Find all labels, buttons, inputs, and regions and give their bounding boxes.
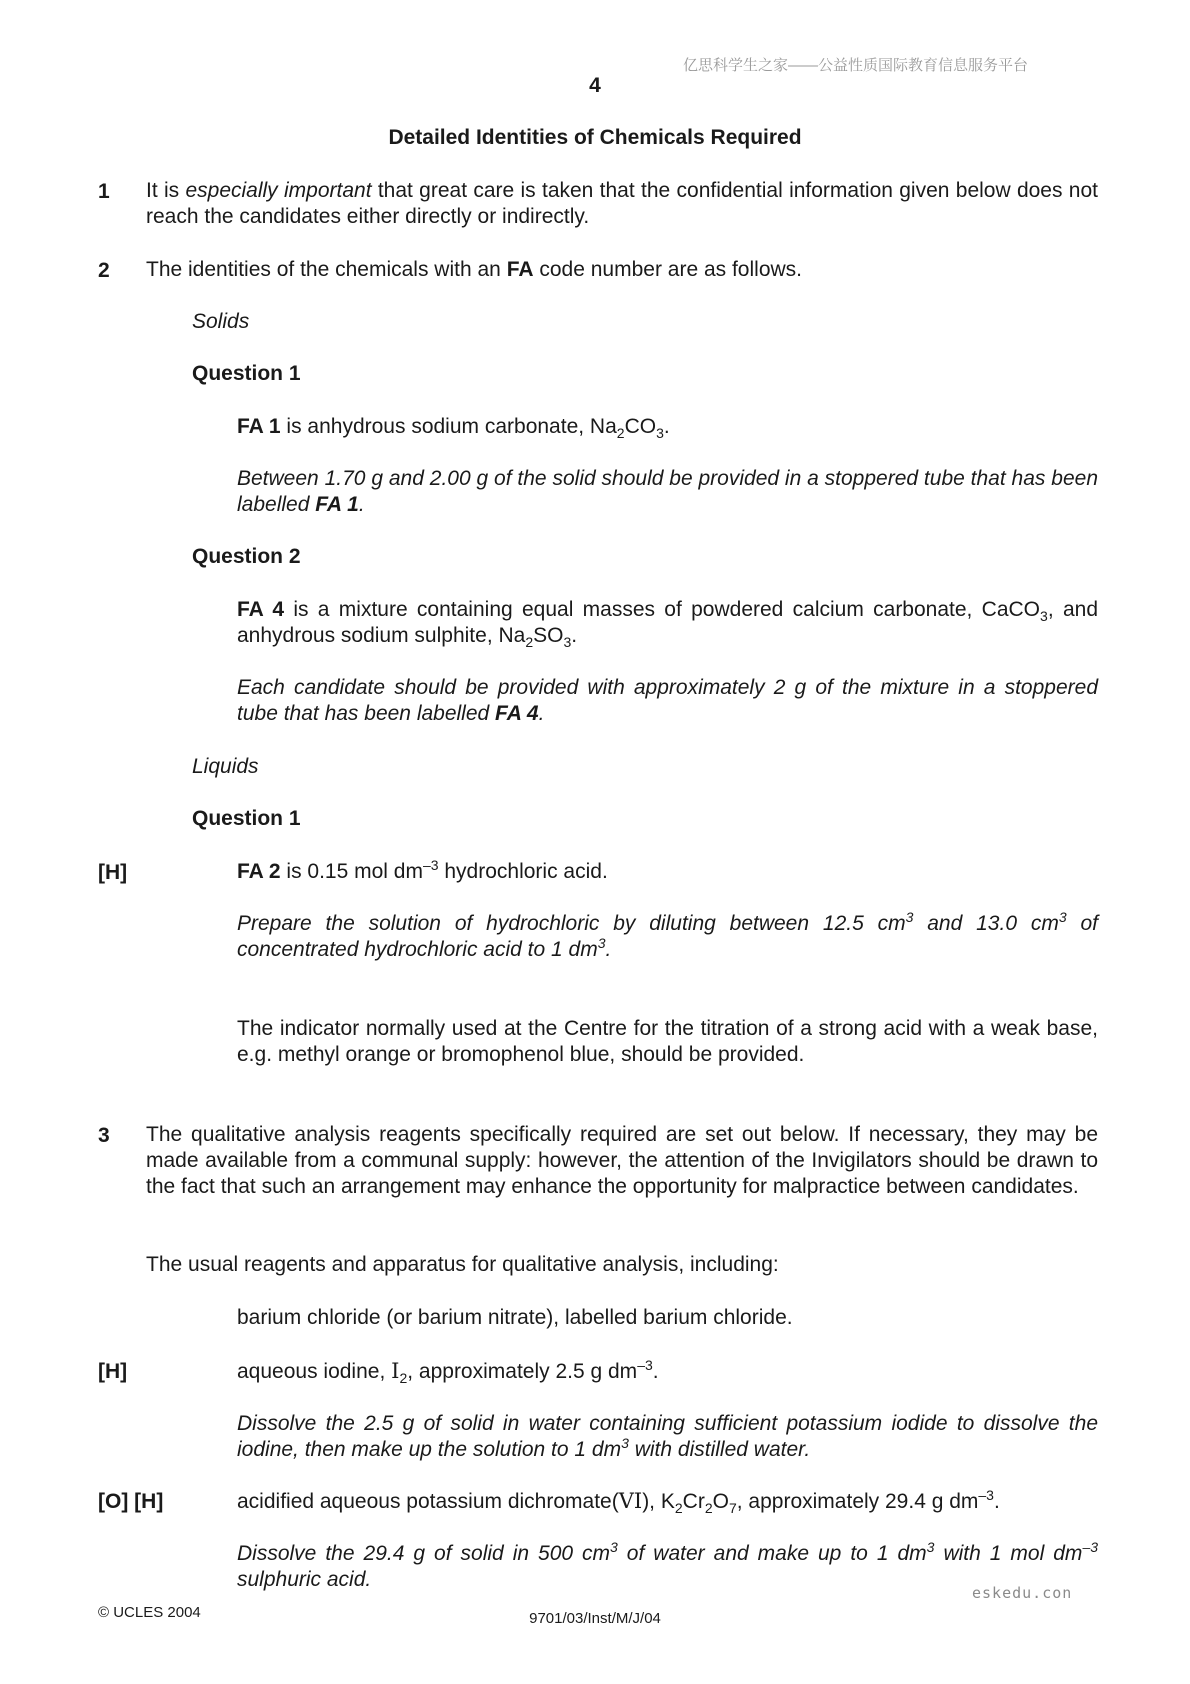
fa2-note: Prepare the solution of hydrochloric by diluting between 12.5 $cm^3$ and 13.0 $cm^3$ of concentrated hydrochloric acid to 1 $dm^3$. [237,909,1098,961]
dichromate-side-label: [O] [H] [98,1490,164,1513]
iodine-side-label: [H] [98,1360,128,1383]
section-2-number: 2 [98,259,110,282]
fa2-side-label: [H] [98,861,128,884]
fa4-note: Each candidate should be provided with approximately 2 g of the mixture in a stoppered tube that has been labelled FA 4. [237,676,1098,725]
question-1-heading: Question 1 [192,362,301,385]
iodine-description: aqueous iodine, $I_2$, approximately 2.5 g $dm^{-3}$. [237,1357,659,1387]
section-3-text: The qualitative analysis reagents specifically required are set out below. If necessary, they may be made available from a communal supply: however, the attention of the Invigilators should be drawn to the fact that such an arrangement may enhance the opportunity for malpractice between candidates. [146,1123,1098,1198]
fa1-note: Between 1.70 g and 2.00 g of the solid should be provided in a stoppered tube that has been labelled FA 1. [237,467,1098,516]
liquids-heading: Liquids [192,755,259,778]
barium-chloride-text: barium chloride (or barium nitrate), labelled barium chloride. [237,1306,793,1329]
dichromate-description: acidified aqueous potassium dichromate(VI), $K_2Cr_2O_7$, approximately 29.4 g $dm^{-3}$. [237,1487,1000,1517]
question-1-liquids-heading: Question 1 [192,807,301,830]
indicator-text: The indicator normally used at the Centre for the titration of a strong acid with a weak base, e.g. methyl orange or bromophenol blue, should be provided. [237,1017,1098,1066]
fa1-description: FA 1 is anhydrous sodium carbonate, $Na_2CO_3$. [237,415,670,442]
section-3-number: 3 [98,1124,110,1147]
page-title: Detailed Identities of Chemicals Required [388,126,802,149]
section-2-intro: The identities of the chemicals with an FA code number are as follows. [146,258,802,281]
question-2-heading: Question 2 [192,545,301,568]
section-1-text: It is especially important that great care is taken that the confidential information given below does not reach the candidates either directly or indirectly. [146,179,1098,228]
page-number: 4 [589,74,601,97]
site-watermark: eskedu.con [972,1584,1073,1602]
solids-heading: Solids [192,310,250,333]
dichromate-note: Dissolve the 29.4 g of solid in 500 $cm^3$ of water and make up to 1 $dm^3$ with 1 mol $dm^{-3}$ sulphuric acid. [237,1539,1099,1591]
document-code-footer: 9701/03/Inst/M/J/04 [529,1610,661,1627]
fa4-description: FA 4 is a mixture containing equal masses of powdered calcium carbonate, CaCO$_3$, and anhydrous sodium sulphite, $Na_2SO_3$. [237,598,1098,651]
fa2-description: FA 2 is 0.15 mol $dm^{-3}$ hydrochloric acid. [237,857,608,883]
watermark-text: 亿思科学生之家——公益性质国际教育信息服务平台 [683,57,1029,74]
iodine-note: Dissolve the 2.5 g of solid in water containing sufficient potassium iodide to dissolve the iodine, then make up the solution to 1 $dm^3$ with distilled water. [237,1412,1098,1461]
section-1-number: 1 [98,180,110,203]
copyright-footer: © UCLES 2004 [98,1604,201,1621]
usual-reagents-text: The usual reagents and apparatus for qualitative analysis, including: [146,1253,779,1276]
